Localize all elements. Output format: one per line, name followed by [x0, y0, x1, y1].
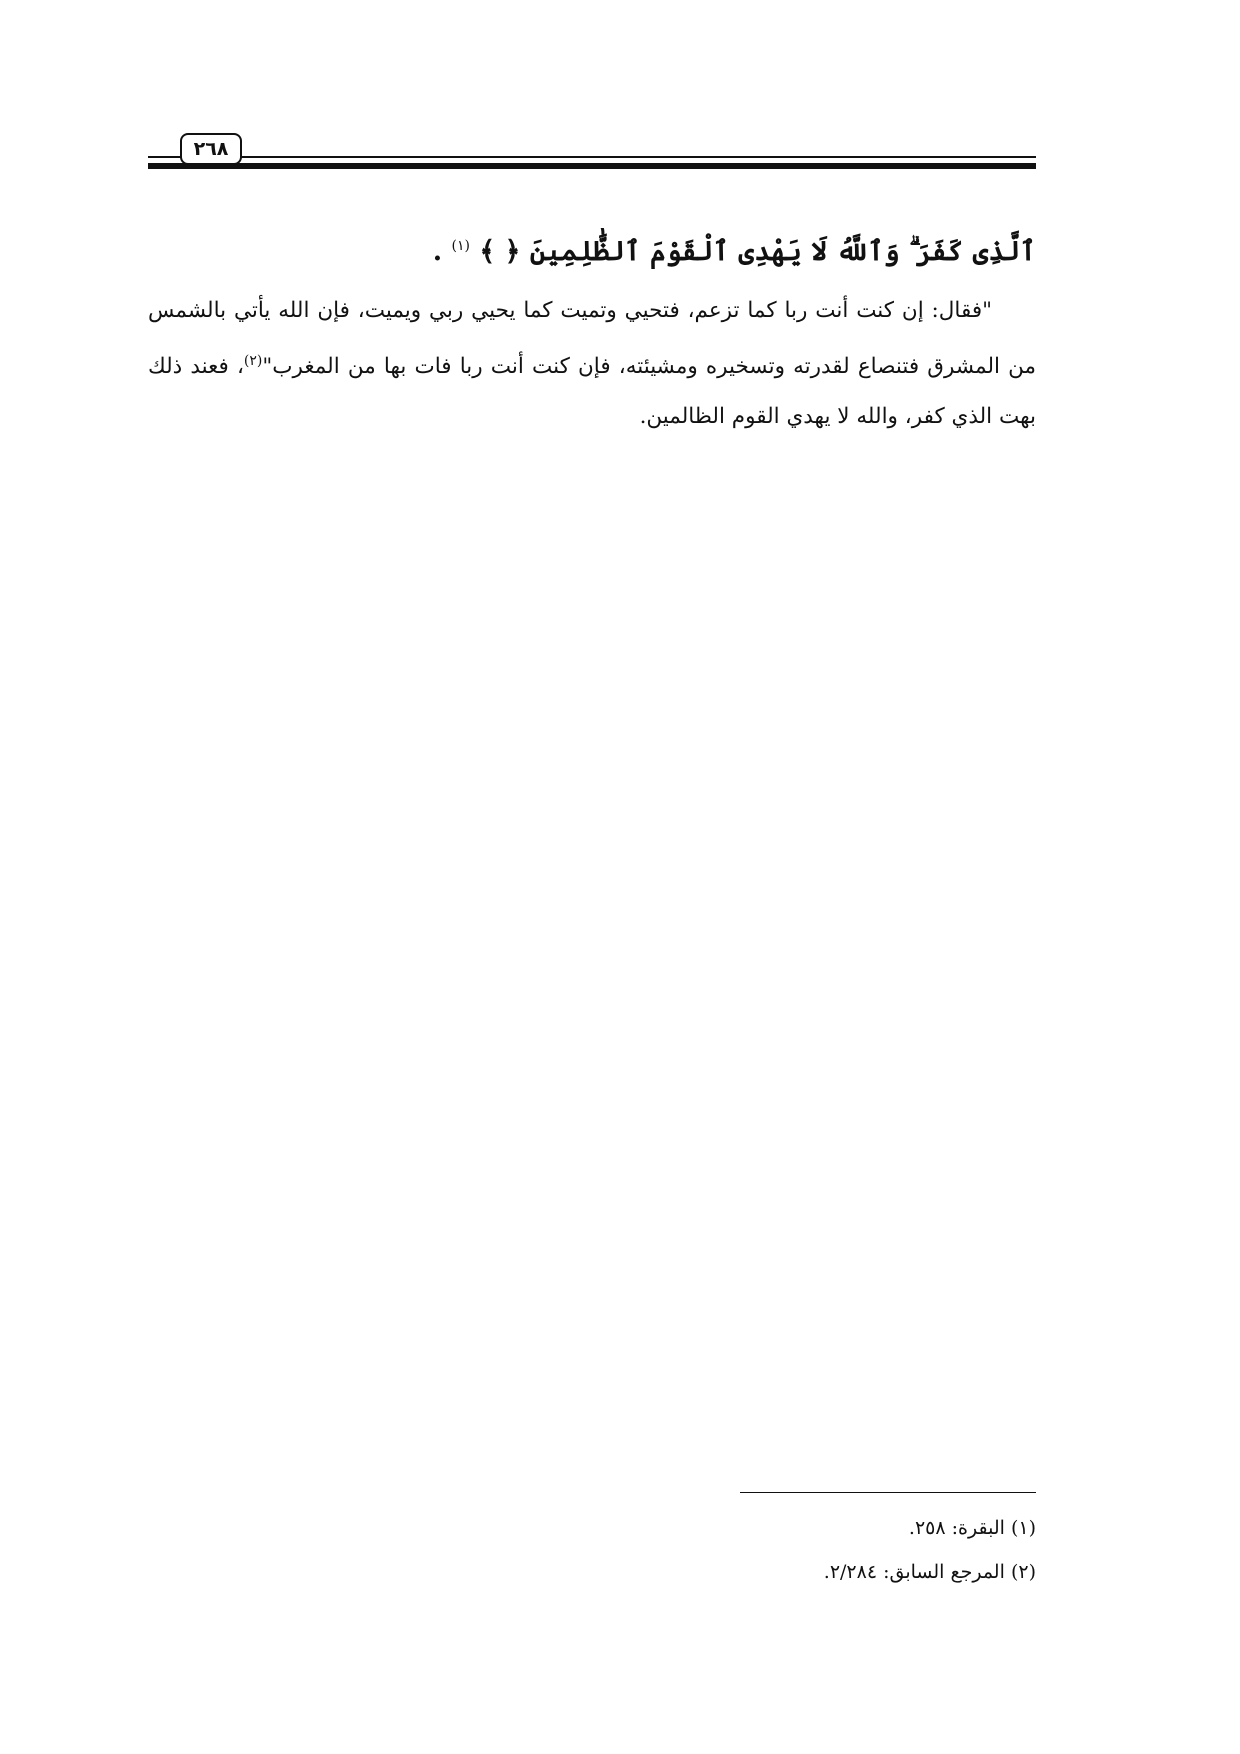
footnote-1 [148, 1506, 1036, 1550]
verse-end-punct: . [432, 236, 443, 267]
footnote-marker: (١) [1010, 1517, 1036, 1539]
verse-close-bracket: ﴾ [479, 236, 496, 267]
paragraph-text-part1: "فقال: إن كنت أنت ربا كما تزعم، فتحيي وتميت كما يحيي ربي ويميت، فإن الله يأتي بالشمس من المشرق فتنصاع لقدرته وتسخيره ومشيئته، فإن كنت أنت ربا فات بها من المغرب" [148, 298, 1036, 380]
footnotes-section [148, 1506, 1036, 1594]
footnote-text: البقرة: ٢٥٨. [908, 1517, 1005, 1539]
footnote-marker: (٢) [1010, 1561, 1036, 1583]
footnote-ref-2: (٢) [243, 353, 263, 369]
header-rule-thick [148, 163, 1036, 169]
footnote-text: المرجع السابق: ٢/٢٨٤. [823, 1561, 1005, 1583]
page-number: ٢٦٨ [180, 133, 242, 165]
verse-text: ٱلَّذِى كَفَرَ ۗ وَٱللَّهُ لَا يَهْدِى ٱلْقَوْمَ ٱلظَّٰلِمِينَ ﴿ [504, 236, 1036, 267]
body-paragraph [148, 286, 1036, 442]
footnote-ref-1: (١) [451, 238, 471, 254]
footnote-2 [148, 1550, 1036, 1594]
paragraph-text-part2: ، فعند ذلك بهت الذي كفر، والله لا يهدي القوم الظالمين. [148, 354, 1036, 430]
footnote-separator [740, 1492, 1036, 1493]
header-rule-thin [148, 156, 1036, 158]
quran-verse-line [148, 226, 1036, 272]
